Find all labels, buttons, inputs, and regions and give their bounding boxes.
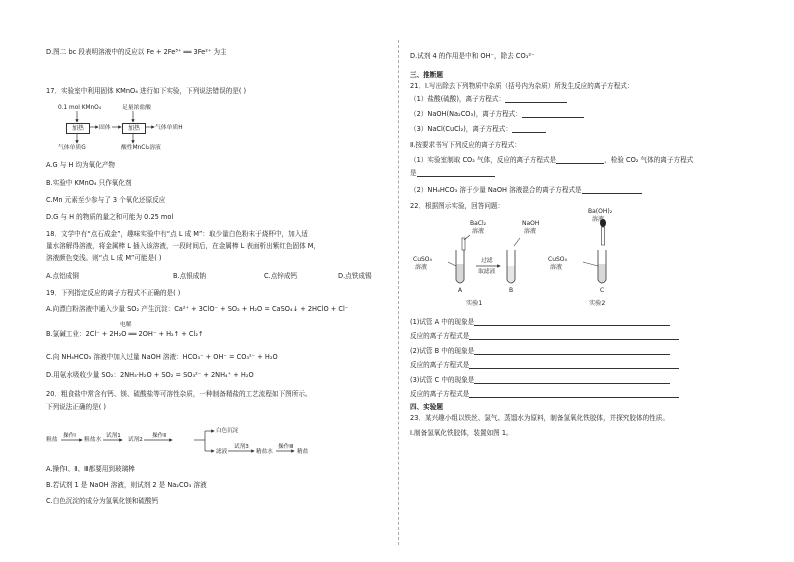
q22-naoh-label: NaOH [522, 220, 540, 227]
q21-stem: 21．Ⅰ.写出除去下列物质中杂质（括号内为杂质）所发生反应的离子方程式： [410, 82, 634, 90]
q21-part2-item1-cont: 是 [410, 169, 495, 177]
q20-op2: 操作Ⅱ [152, 433, 166, 439]
q17-option-d: D.G 与 H 的物质的量之和可能为 0.25 mol [46, 213, 174, 221]
q19-stem: 19．下列指定反应的离子方程式不正确的是( ) [46, 289, 181, 297]
q17-reagent1: 0.1 mol KMnO₄ [58, 105, 102, 111]
q18-option-c: C.点锌成钙 [264, 272, 298, 280]
q17-option-c: C.Mn 元素至少参与了 3 个氧化还原反应 [46, 196, 166, 204]
q18-stem-line3: 溶液颜色变浅。则“点 L 成 M”可能是( ) [46, 254, 162, 262]
q21-item3: （3）NaCl(CuCl₂)，离子方程式： [410, 125, 546, 133]
q20-white-ppt: 白色沉淀 [216, 428, 239, 434]
q17-solid: 固体 [99, 125, 111, 131]
q22-item2-eq: 反应的离子方程式是 [410, 361, 679, 369]
q17-option-a: A.G 与 H 均为氧化产物 [46, 161, 116, 169]
q22-naoh-sol: 溶液 [524, 228, 537, 235]
q20-stem-line2: 下列说法正确的是( ) [46, 403, 106, 411]
q17-gas-g: 气体单质G [58, 145, 86, 151]
q22-item3: (3)试管 C 中的现象是 [410, 376, 670, 384]
q22-cuso4-label-2: CuSO₄ [548, 256, 567, 263]
q21-part2-stem: Ⅱ.按要求书写下列反应的离子方程式： [410, 141, 521, 149]
q17-gas-h: 气体单质H [155, 125, 183, 131]
q20-option-c: C.白色沉淀的成分为氢氧化镁和硫酸钙 [46, 497, 159, 505]
q19-electrolysis-label: 电解 [120, 322, 132, 328]
q18-stem-line1: 18．文学中有“点石成金”，趣味实验中有“点 L 成 M”：取少量白色粉末于烧杯中，加入适 [46, 230, 308, 238]
q16-option-d: D.图二 bc 段表明溶液中的反应以 Fe + 2Fe³⁺ ══ 3Fe²⁺ 为主 [46, 48, 227, 56]
section-3-heading: 三、推断题 [410, 71, 443, 79]
q22-item1: (1)试管 A 中的现象是 [410, 318, 670, 326]
q22-baoh2-label: Ba(OH)₂ [588, 208, 613, 215]
q20-op3: 操作Ⅲ [278, 444, 294, 450]
q19-option-a: A.向漂白粉溶液中通入少量 SO₂ 产生沉淀：Ca²⁺ + 3ClO⁻ + SO₂ + H₂O = CaSO₄↓ + 2HClO + Cl⁻ [46, 305, 349, 313]
q17-heat-box-1: 加热 [66, 123, 90, 134]
q20-crude-brine: 粗盐水 [84, 437, 102, 443]
q22-stem: 22．根据图示实验，回答问题： [410, 202, 505, 210]
q22-baoh2-sol: 溶液 [592, 216, 605, 223]
q22-filter-label: 过滤 [481, 258, 493, 264]
q17-option-b: B.实验中 KMnO₄ 只作氧化剂 [46, 179, 132, 187]
q22-tube-c-label: C [600, 287, 605, 294]
q17-solution: 酸性MnCl₂溶液 [121, 145, 161, 151]
q22-cuso4-sol-1: 溶液 [415, 264, 428, 271]
q22-tube-a-label: A [458, 287, 463, 294]
q17-stem: 17．实验室中利用固体 KMnO₄ 进行如下实验，下列说法错误的是( ) [46, 87, 247, 95]
q21-item2: （2）NaOH(Na₂CO₃)，离子方程式： [410, 110, 584, 118]
q20-stem-line1: 20．粗食盐中常含有钙、镁、硫酸盐等可溶性杂质，一种制备精盐的工艺流程如下图所示。 [46, 390, 312, 398]
q20-option-b: B.若试剂 1 是 NaOH 溶液，则试剂 2 是 Na₂CO₃ 溶液 [46, 481, 207, 489]
q18-option-d: D.点铁成锡 [338, 272, 372, 280]
q20-option-a: A.操作Ⅰ、Ⅱ、Ⅲ都要用到玻璃棒 [46, 465, 135, 473]
q22-cuso4-label-1: CuSO₄ [413, 256, 432, 263]
q22-take-filtrate-label: 取滤液 [478, 269, 496, 275]
q17-reagent2: 足量浓盐酸 [122, 105, 151, 111]
q20-op1: 操作Ⅰ [63, 433, 76, 439]
q22-item3-eq: 反应的离子方程式是 [410, 390, 679, 398]
q20-reagent2: 试剂2 [128, 437, 143, 443]
q20-reagent1: 试剂1 [106, 433, 121, 439]
q18-option-b: B.点银成钠 [173, 272, 206, 280]
q20-fine-salt: 精盐 [297, 449, 309, 455]
q20-fine-brine: 精盐水 [256, 449, 273, 455]
q22-experiment-2: 实验2 [589, 300, 606, 307]
q22-bacl2-sol: 溶液 [472, 228, 485, 235]
q20-crude-salt: 粗盐 [46, 437, 58, 443]
q20-reagent3: 试剂3 [234, 444, 249, 450]
section-4-heading: 四、实验题 [410, 403, 443, 411]
q21-item1: （1）盐酸(硫酸)，离子方程式： [410, 95, 567, 103]
q22-item1-eq: 反应的离子方程式是 [410, 332, 679, 340]
q19-option-b: B.氯碱工业：2Cl⁻ + 2H₂O ══ 2OH⁻ + H₂↑ + Cl₂↑ [46, 330, 204, 338]
q20-option-d: D.试剂 4 的作用是中和 OH⁻，除去 CO₃²⁻ [410, 52, 535, 60]
q22-tube-b-label: B [509, 287, 514, 294]
q21-part2-item2: （2）NH₄HCO₃ 溶于少量 NaOH 溶液混合的离子方程式是 [410, 186, 642, 194]
q20-filtrate: 滤液 [216, 449, 228, 455]
q22-experiment-1: 实验1 [466, 300, 483, 307]
q18-option-a: A.点铝成铜 [46, 272, 79, 280]
q23-part1: Ⅰ.制备氢氧化铁胶体，装置如图 1。 [410, 429, 513, 437]
q22-bacl2-label: BaCl₂ [470, 220, 487, 227]
q21-part2-item1: （1）实验室制取 CO₂ 气体，反应的离子方程式是 ，检验 CO₂ 气体的离子方程式 [410, 156, 694, 164]
q19-option-c: C.向 NH₄HCO₃ 溶液中加入过量 NaOH 溶液：HCO₃⁻ + OH⁻ = CO₃²⁻ + H₂O [46, 353, 278, 361]
q18-stem-line2: 量水溶解得溶液，将金属棒 L 插入该溶液，一段时间后，在金属棒 L 表面析出紫红色固体 M， [46, 242, 321, 250]
q22-item2: (2)试管 B 中的现象是 [410, 347, 670, 355]
q22-cuso4-sol-2: 溶液 [550, 264, 563, 271]
q17-heat-box-2: 加热 [122, 123, 146, 134]
q19-option-d: D.用氨水吸收少量 SO₂：2NH₃·H₂O + SO₂ = SO₃²⁻ + 2NH₄⁺ + H₂O [46, 371, 254, 379]
q23-stem: 23．某兴趣小组以铁丝、氯气、蒸馏水为原料，制备氢氧化铁胶体，并探究胶体的性质。 [410, 414, 669, 422]
